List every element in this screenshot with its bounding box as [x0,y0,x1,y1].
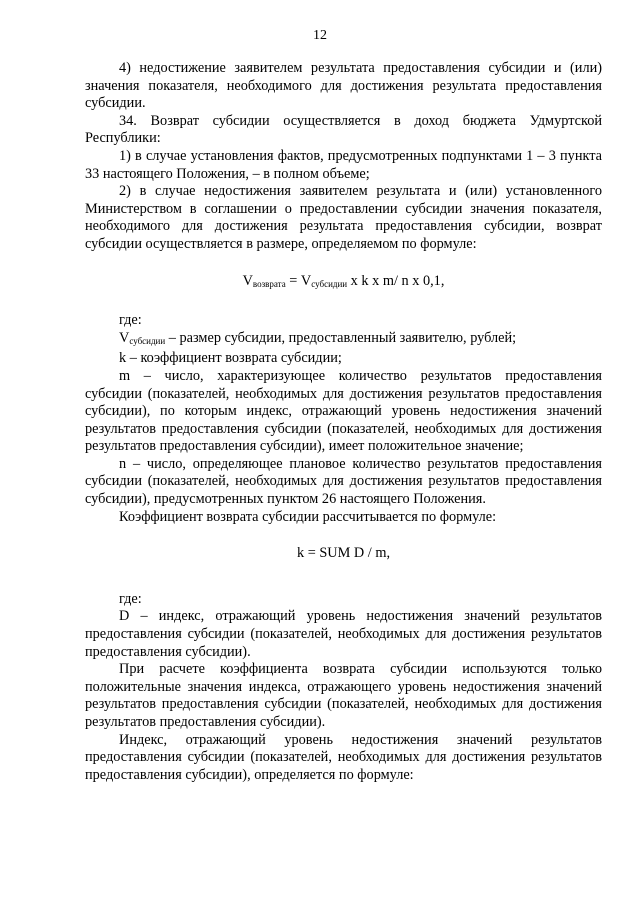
formula-equals-v: = V [285,272,312,289]
def-v-symbol: V [119,329,130,346]
def-v-subscript: субсидии [129,335,166,346]
paragraph-34-1: 1) в случае установления фактов, предусмотренных подпунктами 1 – 3 пункта 33 настоящего Положения, – в полном объеме; [85,147,602,182]
formula-lhs-subscript: возврата [252,278,286,289]
paragraph-34-2: 2) в случае недостижения заявителем результата и (или) установленного Министерством в соглашении о предоставлении субсидии значения показателя, необходимого для достижения результата предоставления субсидии, возврат субсидии осуществляется в размере, определяемом по формуле: [85,183,602,252]
formula-tail: x k x m/ n x 0,1, [347,272,445,289]
definition-m: m – число, характеризующее количество результатов предоставления субсидии (показателей, необходимых для достижения результатов предоставления субсидии), по которым индекс, отражающий уровень недостижения значений результатов предоставления субсидии (показателей, необходимых для достижения результатов предоставления субсидии), имеет положительное значение; [85,367,602,455]
page-number: 12 [313,28,327,43]
paragraph-index-intro: Индекс, отражающий уровень недостижения значений результатов предоставления субсидии (показателей, необходимых для достижения результатов предоставления субсидии), определяется по формуле: [85,731,602,783]
formula-return-amount [85,273,602,294]
definition-n: n – число, определяющее плановое количество результатов предоставления субсидии (показателей, необходимых для достижения результатов предоставления субсидии), предусмотренных пунктом 26 настоящего Положения. [85,455,602,508]
formula-rhs-subscript: субсидии [311,278,348,289]
paragraph-coefficient-intro: Коэффициент возврата субсидии рассчитывается по формуле: [119,508,497,525]
paragraph-item-4: 4) недостижение заявителем результата предоставления субсидии и (или) значения показателя, необходимого для достижения результата предоставления субсидии. [85,60,602,112]
definition-v-subsidy [85,330,602,351]
def-v-text: – размер субсидии, предоставленный заявителю, рублей; [165,329,517,346]
definition-d: D – индекс, отражающий уровень недостижения значений результатов предоставления субсидии (показателей, необходимых для достижения результатов предоставления субсидии). [85,608,602,660]
formula-coefficient: k = SUM D / m, [296,545,391,562]
where-label-1: где: [119,312,142,329]
paragraph-positive-values: При расчете коэффициента возврата субсидии используются только положительные значения индекса, отражающего уровень недостижения значений результатов предоставления субсидии (показателей, необходимых для достижения результатов предоставления субсидии). [85,661,602,730]
document-body [85,60,602,784]
where-label-2: где: [119,590,142,607]
formula-v-symbol: V [242,272,253,289]
paragraph-34: 34. Возврат субсидии осуществляется в доход бюджета Удмуртской Республики: [85,112,602,147]
definition-k: k – коэффициент возврата субсидии; [119,350,342,367]
